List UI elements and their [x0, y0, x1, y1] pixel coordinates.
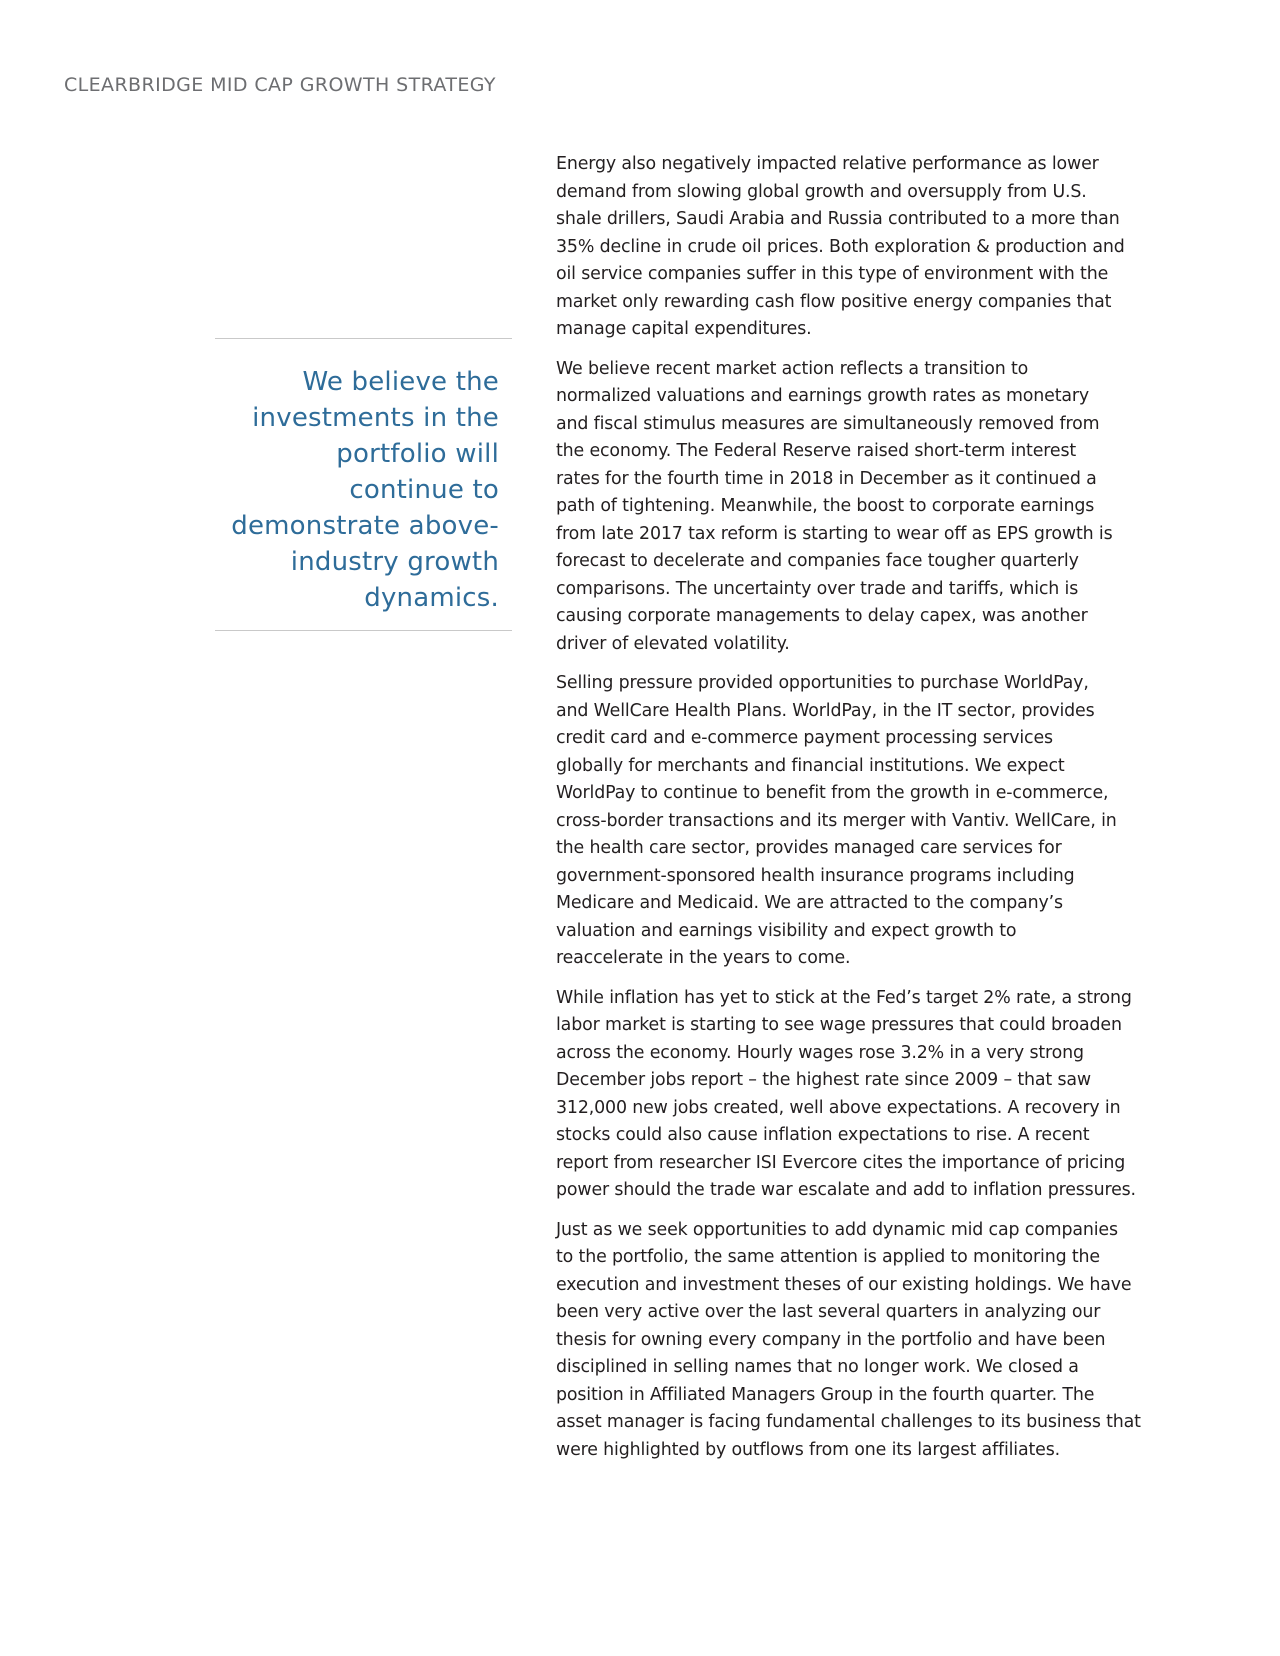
pull-quote-text: We believe the investments in the portfolio will continue to demonstrate above- industry growth dynamics. [231, 367, 499, 613]
page-header-title: CLEARBRIDGE MID CAP GROWTH STRATEGY [64, 74, 496, 96]
body-paragraph-market-action: We believe recent market action reflects a transition to normalized valuations and earnings growth rates as monetary and fiscal stimulus measures are simultaneously removed from the economy. The Federal Reserve raised short-term interest rates for the fourth time in 2018 in December as it continued a path of tightening. Meanwhile, the boost to corporate earnings from late 2017 tax reform is starting to wear off as EPS growth is forecast to decelerate and companies face tougher quarterly comparisons. The uncertainty over trade and tariffs, which is causing corporate managements to delay capex, was another driver of elevated volatility. [556, 358, 1113, 654]
pull-quote-top-rule [215, 338, 512, 339]
body-paragraph-energy: Energy also negatively impacted relative performance as lower demand from slowing global growth and oversupply from U.S. shale drillers, Saudi Arabia and Russia contributed to a more than 35% decline in crude oil prices. Both exploration & production and oil service companies suffer in this type of environment with the market only rewarding cash flow positive energy companies that manage capital expenditures. [556, 154, 1125, 339]
body-paragraph-portfolio-holdings: Just as we seek opportunities to add dynamic mid cap companies to the portfolio, the same attention is applied to monitoring the execution and investment theses of our existing holdings. We have been very active over the last several quarters in analyzing our thesis for owning every company in the portfolio and have been disciplined in selling names that no longer work. We closed a position in Affiliated Managers Group in the fourth quarter. The asset manager is facing fundamental challenges to its business that were highlighted by outflows from one its largest affiliates. [556, 1219, 1141, 1460]
pull-quote-block [215, 338, 512, 631]
body-paragraph-selling-pressure: Selling pressure provided opportunities to purchase WorldPay, and WellCare Health Plans. WorldPay, in the IT sector, provides credit card and e-commerce payment processing services globally for merchants and financial institutions. We expect WorldPay to continue to benefit from the growth in e-commerce, cross-border transactions and its merger with Vantiv. WellCare, in the health care sector, provides managed care services for government-sponsored health insurance programs including Medicare and Medicaid. We are attracted to the company’s valuation and earnings visibility and expect growth to reaccelerate in the years to come. [556, 673, 1117, 968]
pull-quote-bottom-rule [215, 630, 512, 631]
body-paragraph-inflation: While inflation has yet to stick at the Fed’s target 2% rate, a strong labor market is starting to see wage pressures that could broaden across the economy. Hourly wages rose 3.2% in a very strong December jobs report – the highest rate since 2009 – that saw 312,000 new jobs created, well above expectations. A recovery in stocks could also cause inflation expectations to rise. A recent report from researcher ISI Evercore cites the importance of pricing power should the trade war escalate and add to inflation pressures. [556, 987, 1136, 1200]
body-text-column [556, 151, 1176, 1476]
